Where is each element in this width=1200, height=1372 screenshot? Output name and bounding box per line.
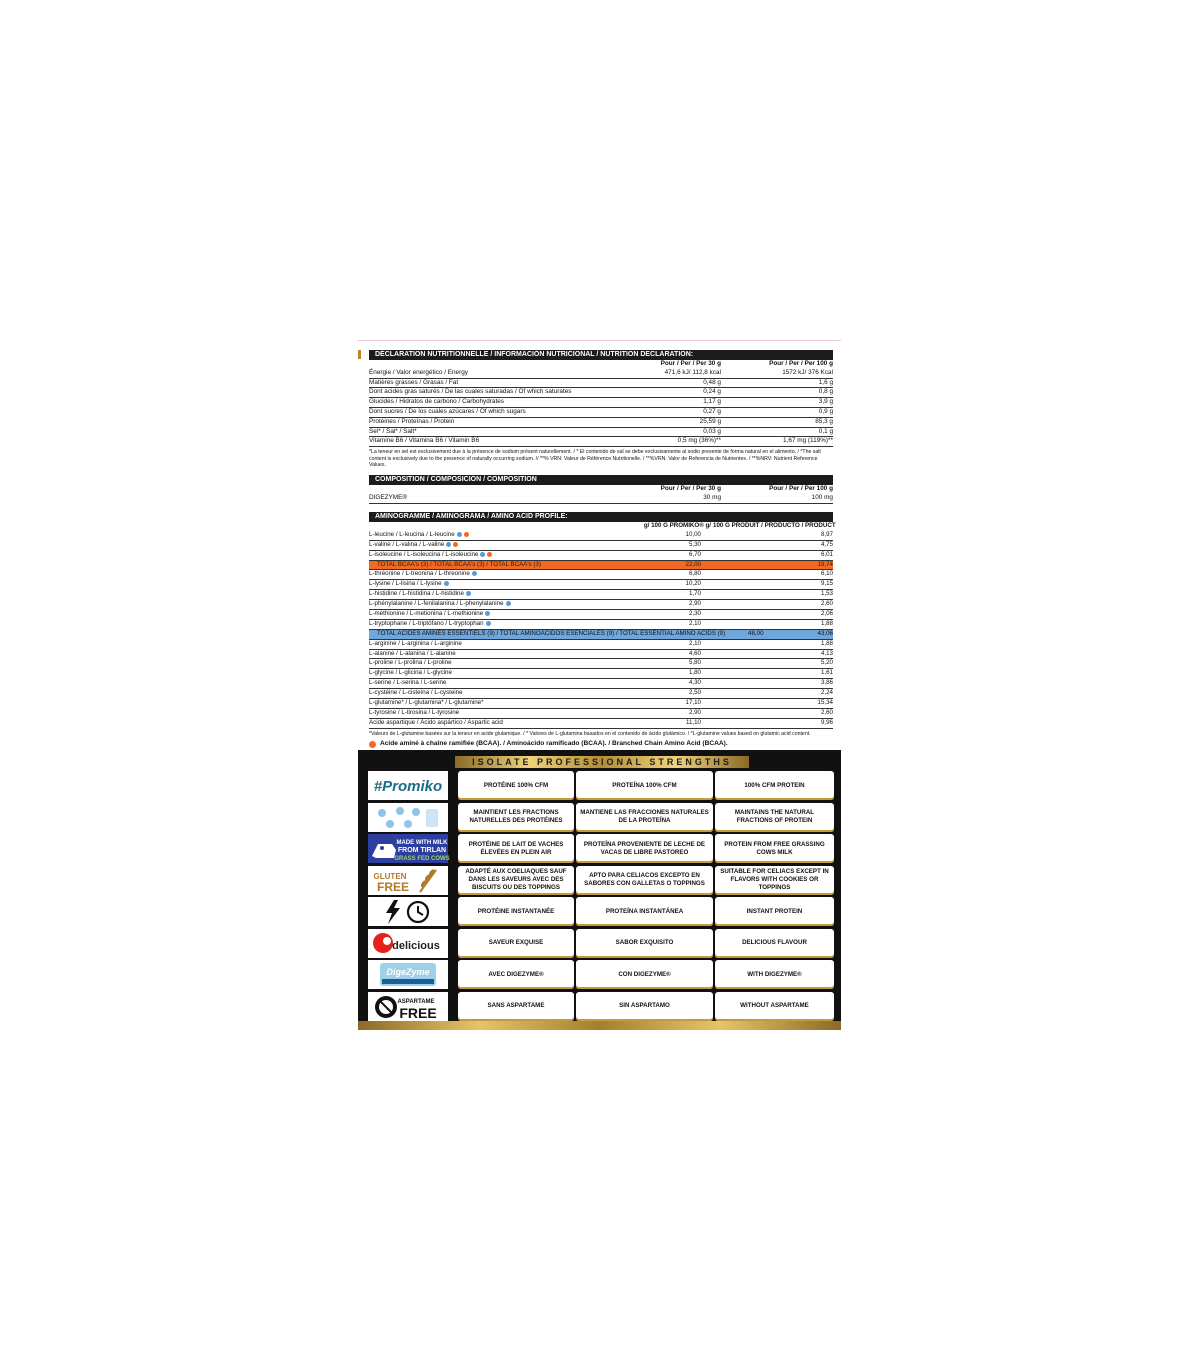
amino-label: L-lysine / L-lisina / L-lysine (369, 580, 442, 588)
nutrient-per-30g: 0,24 g (703, 388, 721, 396)
nutrient-label: Dont sucres / De los cuales azúcares / Of which sugars (369, 407, 526, 415)
amino-label-cell (369, 669, 621, 678)
amino-row (369, 699, 833, 709)
amino-label-cell (369, 610, 621, 619)
blue-dot-icon (466, 591, 471, 596)
nutrient-label: Glucides / Hidratos de carbono / Carbohydrates (369, 398, 504, 406)
feature-text-en: MAINTAINS THE NATURAL FRACTIONS OF PROTEIN (734, 809, 815, 824)
feature-row (368, 834, 834, 863)
feature-text-fr: SANS ASPARTAME (487, 1002, 545, 1009)
blue-dot-icon (485, 611, 490, 616)
blue-dot-icon (446, 542, 451, 547)
amino-label-cell (369, 620, 621, 629)
nutrient-per-100g: 3,9 g (818, 398, 833, 406)
amino-column-headers (369, 522, 836, 531)
feature-text-fr: PROTÉINE DE LAIT DE VACHES ÉLEVÉES EN PLEIN AIR (468, 840, 564, 856)
nutrition-row (369, 437, 833, 447)
nutrient-per-100g: 0,8 g (818, 388, 833, 396)
amino-label: L-cystéine / L-cisteína / L-cysteine (369, 689, 463, 697)
feature-text-es: PROTEÍNA 100% CFM (612, 781, 677, 789)
amino-label: TOTAL BCAA's (3) / TOTAL BCAA's (3) / TOTAL BCAA's (3) (377, 560, 541, 568)
feature-text-en: INSTANT PROTEIN (746, 907, 803, 915)
amino-row (369, 719, 833, 729)
feature-cell-fr (458, 834, 574, 863)
feature-cell-es (576, 929, 713, 958)
amino-per-100g-promiko: 2,90 (688, 708, 701, 716)
amino-row (369, 600, 833, 610)
amino-row (369, 620, 833, 630)
amino-label-cell (369, 679, 621, 688)
top-divider (358, 340, 841, 341)
nutrient-per-30g: 0,03 g (703, 427, 721, 435)
svg-text:#Promiko: #Promiko (373, 778, 443, 795)
feature-text-en: PROTEIN FROM FREE GRASSING COWS MILK (724, 840, 825, 856)
feature-cell-en (715, 929, 834, 958)
gluten-free-icon (368, 866, 448, 895)
delicious-logo (368, 929, 448, 958)
nutrient-per-100g: 1,6 g (818, 378, 833, 386)
amino-per-100g-product: 2,06 (820, 610, 833, 618)
feature-text-en: 100% CFM PROTEIN (744, 781, 805, 789)
amino-row (369, 541, 833, 551)
amino-title: AMINOGRAMME / AMINOGRAMA / AMINO ACID PROFILE: (369, 512, 833, 522)
nutrition-row (369, 379, 833, 389)
amino-label: L-alanine / L-alanina / L-alanine (369, 649, 456, 657)
amino-row (369, 669, 833, 679)
amino-per-100g-product: 6,10 (820, 570, 833, 578)
amino-rows (369, 531, 833, 729)
amino-per-100g-promiko: 5,80 (688, 659, 701, 667)
feature-row (368, 992, 834, 1021)
feature-cell-es (576, 897, 713, 926)
feature-cell-en (715, 960, 834, 989)
amino-per-100g-promiko: 48,00 (748, 629, 764, 637)
feature-text-en: WITHOUT ASPARTAME (740, 1002, 809, 1009)
feature-row (368, 929, 834, 958)
amino-per-100g-product: 6,01 (820, 550, 833, 558)
nutrition-col2-header: Pour / Per / Per 100 g (769, 360, 833, 367)
amino-col2-header: 100 G PRODUIT / PRODUCTO / PRODUCT (713, 522, 836, 529)
amino-per-100g-product: 1,88 (820, 619, 833, 627)
amino-per-100g-product: 1,88 (820, 639, 833, 647)
legend-bcaa-text: Acide aminé à chaîne ramifiée (BCAA). / Aminoácido ramificado (BCAA). / Branched Chain Amino Acid (BCAA). (380, 740, 728, 748)
nutrient-per-30g: 0,5 mg (36%)** (677, 437, 721, 445)
orange-dot-icon (453, 542, 458, 547)
amino-label: Acide aspartique / Ácido aspártico / Aspartic acid (369, 718, 503, 726)
amino-label-cell (369, 600, 621, 609)
feature-text-es: CON DIGEZYME® (618, 970, 671, 978)
orange-dot-icon (487, 552, 492, 557)
feature-text-fr: SAVEUR EXQUISE (488, 939, 544, 946)
feature-text-es: MANTIENE LAS FRACCIONES NATURALES DE LA PROTEÍNA (580, 809, 709, 824)
amino-label: TOTAL ACIDES AMINÉS ESSENTIELS (9) / TOTAL AMINOÁCIDOS ESENCIALES (9) / TOTAL ESSENTIAL AMINO ACIDS (9) (377, 629, 726, 637)
feature-cell-fr (458, 803, 574, 832)
amino-per-100g-promiko: 17,10 (685, 699, 701, 707)
amino-row (369, 610, 833, 620)
legend-bcaa (369, 739, 833, 749)
amino-per-100g-product: 43,06 (817, 629, 833, 637)
orange-dot-icon (464, 532, 469, 537)
amino-per-100g-promiko: 2,90 (688, 600, 701, 608)
amino-section (369, 512, 836, 759)
orange-dot-icon (369, 741, 376, 748)
amino-per-100g-product: 4,13 (820, 649, 833, 657)
amino-row (369, 570, 833, 580)
amino-per-100g-promiko: 4,60 (688, 649, 701, 657)
svg-text:FROM TIRLAN: FROM TIRLAN (397, 847, 447, 854)
feature-row (368, 960, 834, 989)
composition-column-headers (369, 485, 833, 494)
amino-per-100g-product: 4,75 (820, 540, 833, 548)
amino-row (369, 551, 833, 561)
amino-col1-header: g/ 100 G PROMIKO® g/ (643, 522, 711, 529)
nutrition-row (369, 418, 833, 428)
blue-dot-icon (480, 552, 485, 557)
nutrition-section (369, 350, 833, 469)
amino-row (369, 650, 833, 660)
nutrient-per-30g: 0,48 g (703, 378, 721, 386)
amino-per-100g-product: 15,34 (817, 699, 833, 707)
blue-dot-icon (457, 532, 462, 537)
nutrition-title: DÉCLARATION NUTRITIONNELLE / INFORMACIÓN NUTRICIONAL / NUTRITION DECLARATION: (369, 350, 833, 360)
amino-per-100g-promiko: 1,80 (688, 669, 701, 677)
amino-label: L-valine / L-valina / L-valine (369, 540, 445, 548)
amino-label-cell (369, 531, 621, 540)
amino-row (369, 531, 833, 541)
amino-row (369, 679, 833, 689)
feature-row (368, 897, 834, 926)
feature-cell-fr (458, 929, 574, 958)
amino-label: L-glycine / L-glicina / L-glycine (369, 669, 452, 677)
amino-label-cell (369, 650, 621, 659)
amino-row (369, 580, 833, 590)
amino-row (369, 709, 833, 719)
amino-label-cell (369, 719, 621, 728)
composition-rows (369, 494, 833, 504)
ingredient-per-30g: 30 mg (703, 493, 721, 501)
nutrient-label: Matières grasses / Grasas / Fat (369, 378, 459, 386)
amino-per-100g-promiko: 6,80 (688, 570, 701, 578)
strengths-panel (358, 750, 841, 1030)
feature-cell-fr (458, 866, 574, 895)
amino-label: L-proline / L-prolina / L-proline (369, 659, 452, 667)
amino-label-cell (369, 570, 621, 579)
feature-text-es: PROTEÍNA PROVENIENTE DE LECHE DE VACAS DE LIBRE PASTOREO (583, 840, 706, 856)
composition-row (369, 494, 833, 504)
amino-label: L-thréonine / L-treonina / L-threonine (369, 570, 470, 578)
feature-cell-fr (458, 992, 574, 1021)
amino-per-100g-product: 1,53 (820, 590, 833, 598)
amino-label-cell (369, 580, 621, 589)
composition-col2-header: Pour / Per / Per 100 g (769, 485, 833, 492)
ingredient-per-100g: 100 mg (811, 493, 833, 501)
blue-dot-icon (444, 581, 449, 586)
amino-row (369, 659, 833, 669)
amino-per-100g-product: 2,60 (820, 708, 833, 716)
svg-text:FREE: FREE (399, 1004, 437, 1021)
feature-text-es: SIN ASPARTAMO (619, 1002, 670, 1009)
nutrient-per-30g: 0,27 g (703, 407, 721, 415)
amino-per-100g-product: 19,74 (817, 560, 833, 568)
composition-section (369, 475, 833, 504)
amino-label: L-arginine / L-arginina / L-arginine (369, 639, 462, 647)
amino-per-100g-promiko: 10,00 (685, 530, 701, 538)
amino-label-cell (369, 561, 621, 570)
amino-per-100g-promiko: 6,70 (688, 550, 701, 558)
nutrient-label: Vitamine B6 / Vitamina B6 / Vitamin B6 (369, 437, 480, 445)
amino-label: L-glutamine* / L-glutamina* / L-glutamine* (369, 699, 484, 707)
gold-bottom-bar (358, 1021, 841, 1030)
nutrition-row (369, 428, 833, 438)
nutrition-column-headers (369, 360, 833, 369)
amino-per-100g-product: 2,24 (820, 689, 833, 697)
nutrition-row (369, 408, 833, 418)
amino-label-cell (369, 709, 621, 718)
feature-text-es: APTO PARA CELIACOS EXCEPTO EN SABORES CON GALLETAS O TOPPINGS (584, 872, 705, 887)
blue-dot-icon (472, 571, 477, 576)
feature-cell-es (576, 960, 713, 989)
feature-cell-es (576, 771, 713, 800)
protein-fractions-icon (368, 803, 448, 832)
feature-text-es: PROTEÍNA INSTANTÁNEA (605, 907, 684, 915)
nutrient-per-30g: 1,17 g (703, 398, 721, 406)
feature-text-en: WITH DIGEZYME® (747, 970, 802, 978)
amino-label: L-leucine / L-leucina / L-leucine (369, 530, 455, 538)
amino-per-100g-promiko: 22,00 (685, 560, 701, 568)
feature-cell-fr (458, 771, 574, 800)
nutrient-per-30g: 25,59 g (699, 417, 721, 425)
amino-per-100g-product: 3,86 (820, 679, 833, 687)
digezyme-logo (368, 960, 448, 989)
feature-text-en: DELICIOUS FLAVOUR (742, 939, 807, 946)
feature-text-fr: PROTÉINE 100% CFM (483, 781, 549, 789)
nutrient-per-100g: 0,1 g (818, 427, 833, 435)
amino-label-cell (369, 699, 621, 708)
amino-per-100g-promiko: 11,10 (685, 718, 701, 726)
nutrient-label: Sel* / Sal* / Salt* (369, 427, 417, 435)
amino-per-100g-promiko: 1,70 (688, 590, 701, 598)
promiko-logo (368, 771, 448, 800)
nutrition-rows (369, 369, 833, 447)
amino-label: L-histidine / L-histidina / L-histidine (369, 590, 464, 598)
amino-label-cell (369, 541, 621, 550)
amino-label-cell (369, 689, 621, 698)
amino-per-100g-product: 9,96 (820, 718, 833, 726)
amino-row (369, 689, 833, 699)
amino-label-cell (369, 630, 725, 639)
amino-per-100g-product: 2,60 (820, 600, 833, 608)
strengths-banner: ISOLATE PROFESSIONAL STRENGTHS (455, 756, 749, 768)
nutrient-per-100g: 85,3 g (815, 417, 833, 425)
amino-per-100g-promiko: 10,20 (685, 580, 701, 588)
amino-total-row (369, 630, 833, 640)
nutrient-per-100g: 0,9 g (818, 407, 833, 415)
tirlan-grass-fed-logo (368, 834, 448, 863)
feature-text-fr: PROTÉINE INSTANTANÉE (477, 907, 555, 915)
svg-text:DigeZyme: DigeZyme (386, 967, 430, 977)
feature-cell-en (715, 771, 834, 800)
svg-text:MADE WITH MILK: MADE WITH MILK (396, 840, 448, 846)
feature-cell-en (715, 834, 834, 863)
feature-text-en: SUITABLE FOR CELIACS EXCEPT IN FLAVORS WITH COOKIES OR TOPPINGS (720, 868, 829, 891)
nutrient-per-100g: 1,67 mg (119%)** (783, 437, 833, 445)
amino-label: L-tyrosine / L-tirosina / L-tyrosine (369, 708, 460, 716)
amino-label: L-isoleucine / L-isoleucina / L-isoleucine (369, 550, 479, 558)
amino-per-100g-product: 8,97 (820, 530, 833, 538)
nutrition-row (369, 398, 833, 408)
amino-label-cell (369, 590, 621, 599)
svg-text:ASPARTAME: ASPARTAME (397, 998, 435, 1005)
nutrition-col1-header: Pour / Per / Per 30 g (660, 360, 721, 367)
blue-dot-icon (506, 601, 511, 606)
nutrition-note: *La teneur en sel est exclusivement due à la présence de sodium présent naturellement. / * El contenido de sal se debe exclusivamente al sodio presente de forma natural en el alimento. / *The salt content is exclusively due to the presence of naturally occurring sodium. // **% VRN: Valeur de Référence Nutritionelle. / **%VRN: Valor de Referencia de Nutrientes. / **%NRV: Nutrient Reference Values. (369, 449, 821, 469)
feature-cell-fr (458, 897, 574, 926)
amino-total-row (369, 561, 833, 571)
gold-marker (358, 350, 361, 359)
feature-row (368, 803, 834, 832)
feature-text-fr: AVEC DIGEZYME® (488, 970, 544, 978)
feature-cell-en (715, 803, 834, 832)
feature-text-fr: MAINTIENT LES FRACTIONS NATURELLES DES PROTÉINES (469, 809, 563, 824)
feature-text-fr: ADAPTÉ AUX COELIAQUES SAUF DANS LES SAVEURS AVEC DES BISCUITS OU DES TOPPINGS (465, 868, 567, 891)
amino-label-cell (369, 551, 621, 560)
aspartame-free-icon (368, 992, 448, 1021)
feature-text-es: SABOR EXQUISITO (615, 939, 674, 946)
amino-label: L-tryptophane / L-triptófano / L-tryptophan (369, 619, 484, 627)
amino-per-100g-product: 5,20 (820, 659, 833, 667)
amino-label-cell (369, 640, 621, 649)
amino-label-cell (369, 659, 621, 668)
amino-row (369, 590, 833, 600)
blue-dot-icon (486, 621, 491, 626)
amino-per-100g-promiko: 5,30 (688, 540, 701, 548)
feature-cell-es (576, 834, 713, 863)
amino-note: *Valeurs de L-glutamine basées sur la teneur en acide glutamique. / * Valores de L-glutamina basados en el contenido de ácido glutámico. / *L-glutamine values based on glutamic acid content. (369, 730, 811, 737)
feature-cell-es (576, 992, 713, 1021)
amino-per-100g-product: 9,15 (820, 580, 833, 588)
svg-text:FREE: FREE (376, 879, 410, 894)
amino-per-100g-promiko: 2,50 (688, 689, 701, 697)
feature-cell-es (576, 803, 713, 832)
svg-text:delicious: delicious (392, 939, 440, 952)
ingredient-label: DIGEZYME® (369, 493, 408, 501)
nutrient-label: Protéines / Proteínas / Protein (369, 417, 455, 425)
nutrient-label: Énergie / Valor energético / Energy (369, 368, 468, 376)
amino-per-100g-product: 1,61 (820, 669, 833, 677)
amino-per-100g-promiko: 4,30 (688, 679, 701, 687)
nutrition-row (369, 388, 833, 398)
nutrient-per-30g: 471,6 kJ/ 112,8 kcal (664, 368, 721, 376)
feature-cell-en (715, 897, 834, 926)
amino-per-100g-promiko: 2,30 (688, 610, 701, 618)
amino-per-100g-promiko: 2,10 (688, 639, 701, 647)
amino-row (369, 640, 833, 650)
composition-col1-header: Pour / Per / Per 30 g (660, 485, 721, 492)
composition-title: COMPOSITION / COMPOSICIÓN / COMPOSITION (369, 475, 833, 485)
amino-label: L-serine / L-serina / L-serine (369, 679, 447, 687)
svg-text:GLUTEN: GLUTEN (373, 871, 407, 881)
svg-text:GRASS FED COWS: GRASS FED COWS (394, 856, 450, 862)
nutrient-label: Dont acides gras saturés / De las cuales saturadas / Of which saturates (369, 388, 572, 396)
feature-cell-en (715, 992, 834, 1021)
amino-label: L-phénylalanine / L-fenilalanina / L-phenylalanine (369, 600, 504, 608)
amino-per-100g-promiko: 2,10 (688, 619, 701, 627)
feature-cell-en (715, 866, 834, 895)
feature-row (368, 866, 834, 895)
instant-clock-icon (368, 897, 448, 926)
amino-label: L-méthionine / L-metionina / L-methionine (369, 610, 484, 618)
feature-row (368, 771, 834, 800)
nutrient-per-100g: 1572 kJ/ 376 Kcal (782, 368, 833, 376)
feature-cell-es (576, 866, 713, 895)
nutrition-row (369, 369, 833, 379)
feature-cell-fr (458, 960, 574, 989)
